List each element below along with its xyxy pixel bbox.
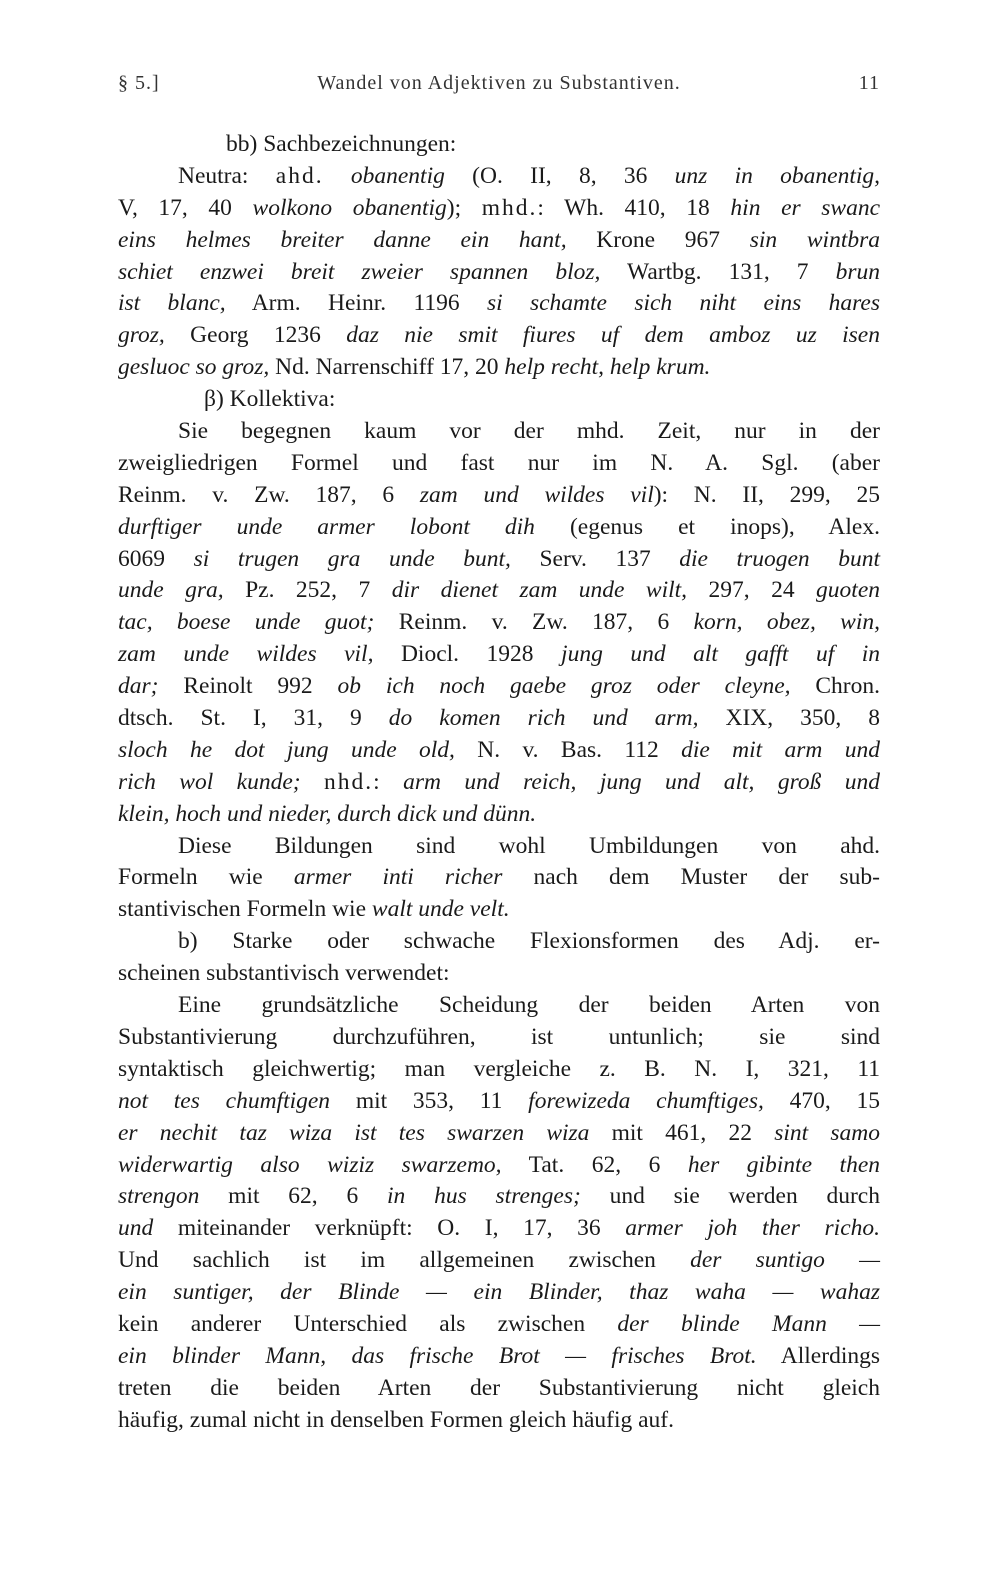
text-segment: N. v. Bas. 112 — [454, 736, 682, 763]
text-segment: Chron. — [790, 673, 880, 700]
italic-segment: zam unde wildes vil, — [118, 641, 374, 668]
text-line — [118, 193, 880, 225]
text-segment: Pz. 252, 7 — [223, 577, 392, 604]
text-line — [118, 575, 880, 607]
italic-segment: widerwartig also wiziz swarzemo, — [118, 1151, 502, 1178]
text-segment: Reinm. v. Zw. 187, 6 — [374, 609, 694, 636]
italic-segment: in hus strenges; — [387, 1183, 581, 1210]
italic-segment: gesluoc so groz, — [118, 354, 270, 381]
text-line — [118, 544, 880, 576]
text-line — [118, 1405, 880, 1437]
text-segment: ); — [446, 194, 482, 221]
text-segment: zweigliedrigen Formel und fast nur im N. A. Sgl. (aber — [118, 449, 880, 476]
text-line — [118, 799, 880, 831]
italic-segment: tac, boese unde guot; — [118, 609, 375, 636]
text-line — [118, 767, 880, 799]
text-segment: ): N. II, 299, 25 — [653, 481, 880, 508]
text-segment: Diocl. 1928 — [373, 641, 562, 668]
text-segment: Sie begegnen kaum vor der mhd. Zeit, nur in der — [178, 418, 880, 445]
text-line — [118, 990, 880, 1022]
text-line — [118, 480, 880, 512]
text-segment: Neutra: — [178, 162, 276, 189]
text-segment: Arm. Heinr. 1196 — [225, 290, 487, 317]
italic-segment: der suntigo — — [690, 1247, 880, 1274]
text-line — [118, 1341, 880, 1373]
text-segment: Reinolt 992 — [158, 673, 338, 700]
italic-segment: armer joh ther richo. — [625, 1215, 881, 1242]
italic-segment: eins helmes breiter danne ein hant, — [118, 226, 567, 253]
italic-segment: unz in obanentig, — [674, 162, 881, 189]
italic-segment: und — [118, 1215, 154, 1242]
italic-segment: ein blinder Mann, das frische Brot — frisches Brot. — [118, 1342, 757, 1369]
text-segment: Tat. 62, 6 — [501, 1151, 688, 1178]
text-segment: häufig, zumal nicht in denselben Formen gleich häufig auf. — [118, 1406, 675, 1433]
text-segment: V, 17, 40 — [118, 194, 253, 221]
italic-segment: die truogen bunt — [679, 545, 880, 572]
italic-segment: zam und wildes vil — [419, 481, 654, 508]
italic-segment: her gibinte then — [687, 1151, 881, 1178]
text-segment: Reinm. v. Zw. 187, 6 — [118, 481, 420, 508]
text-segment: ahd. — [275, 162, 324, 189]
italic-segment: durftiger unde armer lobont dih — [118, 513, 535, 540]
text-line — [118, 1277, 880, 1309]
text-line — [118, 129, 880, 161]
text-segment: mhd. — [481, 194, 538, 221]
text-segment: und sie werden durch — [580, 1183, 880, 1210]
italic-segment: dir dienet zam unde wilt, — [391, 577, 688, 604]
italic-segment: dar; — [118, 673, 159, 700]
text-line — [118, 1373, 880, 1405]
text-line — [118, 288, 880, 320]
italic-segment: sloch he dot jung unde old, — [118, 736, 455, 763]
text-segment: Nd. Narrenschiff 17, 20 — [269, 354, 505, 381]
text-line — [118, 1054, 880, 1086]
text-line — [118, 1245, 880, 1277]
body-text — [118, 129, 880, 1437]
italic-segment: ein suntiger, der Blinde — ein Blinder, thaz waha — wahaz — [118, 1279, 880, 1306]
text-segment: XIX, 350, 8 — [698, 705, 880, 732]
text-line — [118, 1086, 880, 1118]
page-number: 11 — [858, 72, 880, 94]
text-segment: Allerdings — [756, 1342, 880, 1369]
text-segment: Diese Bildungen sind wohl Umbildungen von ahd. — [178, 832, 880, 859]
text-segment: 6069 — [118, 545, 194, 572]
text-segment: β) Kollektiva: — [204, 386, 336, 413]
italic-segment: hin er swanc — [730, 194, 881, 221]
italic-segment: guoten — [816, 577, 881, 604]
italic-segment: klein, hoch und nieder, durch dick und dünn. — [118, 800, 537, 827]
text-segment: mit 461, 22 — [589, 1119, 775, 1146]
text-segment: Formeln wie — [118, 864, 294, 891]
italic-segment: strengon — [118, 1183, 200, 1210]
text-segment: : — [373, 768, 404, 795]
italic-segment: unde gra, — [118, 577, 224, 604]
text-line — [118, 225, 880, 257]
text-segment: Georg 1236 — [164, 322, 347, 349]
italic-segment: forewizeda chumftiges, — [528, 1087, 764, 1114]
text-line — [118, 384, 880, 416]
text-segment: 470, 15 — [763, 1087, 881, 1114]
text-segment: (O. II, 8, 36 — [444, 162, 675, 189]
text-segment: nhd. — [324, 768, 374, 795]
italic-segment: der blinde Mann — — [617, 1310, 880, 1337]
text-segment: Und sachlich ist im allgemeinen zwischen — [118, 1247, 691, 1274]
running-header — [118, 72, 880, 102]
italic-segment: rich wol kunde; — [118, 768, 301, 795]
italic-segment: si schamte sich niht eins hares — [486, 290, 881, 317]
text-segment: mit 353, 11 — [330, 1087, 529, 1114]
italic-segment: brun — [835, 258, 880, 285]
text-segment: treten die beiden Arten der Substantivierung nicht gleich — [118, 1374, 880, 1401]
text-line — [118, 1150, 880, 1182]
text-segment: syntaktisch gleichwertig; man vergleiche z. B. N. I, 321, 11 — [118, 1055, 880, 1082]
text-line — [118, 671, 880, 703]
text-segment: b) Starke oder schwache Flexionsformen des Adj. er- — [178, 928, 880, 955]
text-segment: stantivischen Formeln wie — [118, 896, 372, 923]
text-segment: Krone 967 — [566, 226, 750, 253]
text-segment: : Wh. 410, 18 — [537, 194, 731, 221]
text-line — [118, 416, 880, 448]
italic-segment: korn, obez, win, — [693, 609, 880, 636]
italic-segment: wolkono obanentig — [252, 194, 447, 221]
running-title: Wandel von Adjektiven zu Substantiven. — [317, 72, 681, 94]
text-segment: bb) Sachbezeichnungen: — [226, 131, 457, 157]
text-line — [118, 958, 880, 990]
italic-segment: do komen rich und arm, — [388, 705, 699, 732]
italic-segment: jung und alt gafft uf in — [561, 641, 881, 668]
text-line — [118, 703, 880, 735]
italic-segment: help recht, help krum. — [504, 354, 711, 381]
italic-segment: groz, — [118, 322, 165, 349]
text-line — [118, 607, 880, 639]
italic-segment: ob ich noch gaebe groz oder cleyne, — [337, 673, 791, 700]
text-segment: kein anderer Unterschied als zwischen — [118, 1310, 618, 1337]
text-line — [118, 448, 880, 480]
text-segment: dtsch. St. I, 31, 9 — [118, 705, 389, 732]
italic-segment: die mit arm und — [681, 736, 881, 763]
italic-segment: daz nie smit fiures uf dem amboz uz isen — [346, 322, 880, 349]
italic-segment: sint samo — [774, 1119, 880, 1146]
text-segment: Wartbg. 131, 7 — [600, 258, 836, 285]
text-segment: Eine grundsätzliche Scheidung der beiden Arten von — [178, 992, 880, 1019]
text-segment — [324, 163, 351, 189]
text-segment: Serv. 137 — [510, 545, 680, 572]
text-segment: scheinen substantivisch verwendet: — [118, 960, 450, 987]
text-segment: Substantivierung durchzuführen, ist untunlich; sie sind — [118, 1023, 880, 1050]
section-marker: § 5.] — [118, 72, 160, 94]
text-line — [118, 1213, 880, 1245]
text-line — [118, 735, 880, 767]
italic-segment: si trugen gra unde bunt, — [193, 545, 511, 572]
text-line — [118, 320, 880, 352]
text-line — [118, 1309, 880, 1341]
text-segment: nach dem Muster der sub- — [502, 864, 880, 891]
italic-segment: ist blanc, — [118, 290, 226, 317]
text-segment: mit 62, 6 — [199, 1183, 388, 1210]
text-segment: 297, 24 — [687, 577, 817, 604]
text-line — [118, 161, 880, 193]
text-line — [118, 639, 880, 671]
text-line — [118, 352, 880, 384]
text-line — [118, 1118, 880, 1150]
text-segment — [301, 769, 324, 795]
italic-segment: not tes chumftigen — [118, 1087, 331, 1114]
text-line — [118, 1022, 880, 1054]
text-line — [118, 894, 880, 926]
text-line — [118, 926, 880, 958]
italic-segment: armer inti richer — [293, 864, 503, 891]
text-segment: (egenus et inops), Alex. — [534, 513, 880, 540]
italic-segment: sin wintbra — [749, 226, 880, 253]
text-line — [118, 831, 880, 863]
text-line — [118, 862, 880, 894]
italic-segment: er nechit taz wiza ist tes swarzen wiza — [118, 1119, 590, 1146]
text-line — [118, 1181, 880, 1213]
italic-segment: walt unde velt. — [371, 896, 510, 923]
italic-segment: schiet enzwei breit zweier spannen bloz, — [118, 258, 601, 285]
text-segment: miteinander verknüpft: O. I, 17, 36 — [153, 1215, 626, 1242]
text-line — [118, 512, 880, 544]
italic-segment: obanentig — [350, 162, 445, 189]
italic-segment: arm und reich, jung und alt, groß und — [403, 768, 881, 795]
text-line — [118, 257, 880, 289]
